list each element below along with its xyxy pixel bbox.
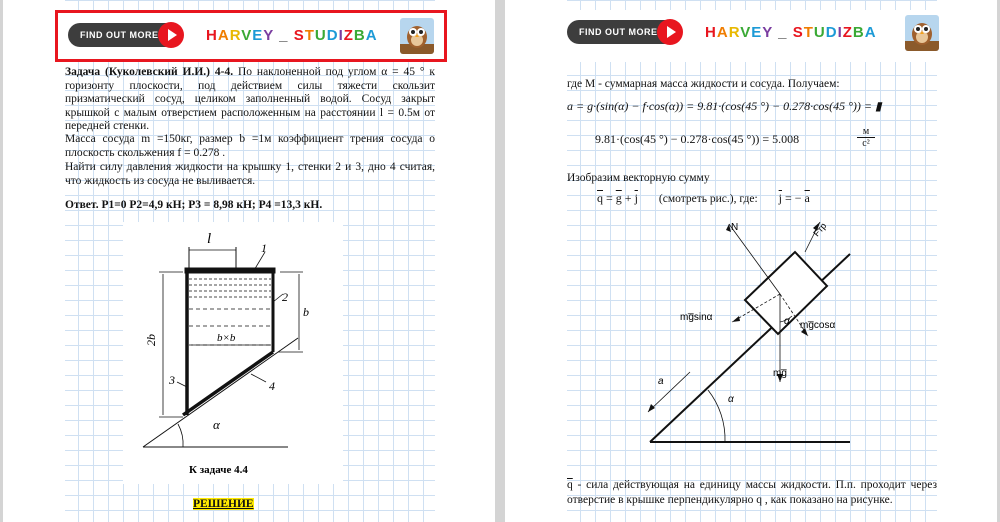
brand-letter: U xyxy=(813,24,826,41)
task-figure xyxy=(123,222,343,484)
task-question: Найти силу давления жидкости на крышку 1, стенки 2 и 3, дно 4 считая, что жидкость из сосуда не выливается. xyxy=(65,161,435,187)
find-out-more-label: FIND OUT MORE xyxy=(579,27,658,37)
left-page xyxy=(3,0,495,522)
brand-letter: A xyxy=(716,24,729,41)
vector-q: $\overline{q}$ xyxy=(597,191,603,205)
brand-letter: D xyxy=(825,24,838,41)
vector-a-def: $\overline{a}$ xyxy=(804,191,810,205)
brand-letter: T xyxy=(803,24,814,41)
label-mg-sin: mg̅sinα xyxy=(680,312,713,323)
label-alpha-base: α xyxy=(728,394,734,405)
brand-letter: B xyxy=(852,24,865,41)
text-line-2: Изобразим векторную сумму xyxy=(567,172,710,184)
fig-label-4: 4 xyxy=(269,379,275,393)
brand-letter: Z xyxy=(343,27,354,44)
brand-letter: S xyxy=(293,27,305,44)
brand-letter: T xyxy=(304,27,315,44)
fig-label-bxb: b×b xyxy=(217,332,236,344)
brand-letter: S xyxy=(792,24,804,41)
ad-banner[interactable] xyxy=(557,10,949,62)
brand-letter: _ xyxy=(773,24,793,41)
task-answer: Ответ. P1=0 P2=4,9 кН; P3 = 8,98 кН; P4 =13,3 кН. xyxy=(65,199,323,211)
brand-letter: I xyxy=(837,24,843,41)
play-icon xyxy=(158,22,184,48)
brand-letter: A xyxy=(217,27,230,44)
find-out-more-button[interactable] xyxy=(68,23,180,47)
label-acceleration: a xyxy=(658,376,664,387)
fig-label-l: l xyxy=(207,231,212,247)
brand-letter: _ xyxy=(274,27,294,44)
vector-g: $\overline{g}$ xyxy=(615,191,622,205)
vector-sum-line: $\overline{q} = \overline{g} + \overline{j}$ (смотреть рис.), где: $\overline{j}$ = − $\overline{a}$ xyxy=(597,191,810,205)
text-line-1: где M - суммарная масса жидкости и сосуда. Получаем: xyxy=(567,78,840,90)
vector-q-bottom: $\overline{q}$ xyxy=(567,479,573,491)
page-margin xyxy=(435,0,495,522)
play-icon xyxy=(657,19,683,45)
unit-numerator: м xyxy=(857,126,875,138)
label-mg-cos: mg̅cosα xyxy=(800,320,836,331)
fig-label-b: b xyxy=(303,305,309,319)
brand-letter: V xyxy=(740,24,752,41)
brand-letter: A xyxy=(864,24,877,41)
page-margin xyxy=(505,0,567,522)
owl-avatar-icon xyxy=(905,15,939,51)
label-normal-force: N xyxy=(731,222,739,233)
brand-letter: U xyxy=(314,27,327,44)
brand-letter: R xyxy=(728,24,741,41)
vector-j-def: $\overline{j}$ xyxy=(778,191,782,205)
find-out-more-button[interactable] xyxy=(567,20,679,44)
brand-letter: E xyxy=(252,27,264,44)
solution-heading xyxy=(193,498,254,512)
right-page xyxy=(505,0,997,522)
brand-letter: V xyxy=(241,27,253,44)
vector-note: (смотреть рис.), где: xyxy=(658,193,758,205)
page-margin xyxy=(937,0,997,522)
fig-label-2b: 2b xyxy=(144,334,158,346)
brand-letter: E xyxy=(751,24,763,41)
brand-letter: I xyxy=(338,27,344,44)
brand-letter: R xyxy=(229,27,242,44)
task-parameters: Масса сосуда m =150кг, размер b =1м коэффициент трения сосуда о плоскость скольжения f = 0.278 . xyxy=(65,133,435,159)
bottom-text: - сила действующая на единицу массы жидкости. П.п. проходит через отверстие в крышке перпендикулярно q , как показано на рисунке. xyxy=(567,479,937,506)
brand-letter: B xyxy=(353,27,366,44)
figure-caption: К задаче 4.4 xyxy=(189,464,248,476)
owl-avatar-icon xyxy=(400,18,434,54)
brand-logo[interactable] xyxy=(206,27,378,44)
label-mg: mg̅ xyxy=(773,368,787,379)
fig-label-3: 3 xyxy=(169,373,175,387)
force-diagram xyxy=(630,212,880,452)
brand-letter: Y xyxy=(263,27,275,44)
ad-banner[interactable] xyxy=(55,10,447,62)
brand-letter: D xyxy=(326,27,339,44)
task-text-1: По наклоненной под углом α = 45 ° к горизонту плоскости, под действием силы тяжести скользит призматический сосуд, целиком заполненный водой. Сосуд закрыт крышкой с малым отверстием расположенным на расстоянии l = 0.5м от передней стенки. xyxy=(65,66,435,132)
brand-letter: Z xyxy=(842,24,853,41)
brand-letter: A xyxy=(365,27,378,44)
fig-label-2: 2 xyxy=(282,290,288,304)
page-margin xyxy=(3,0,65,522)
unit-denominator: c² xyxy=(862,138,870,149)
task-statement xyxy=(65,66,435,134)
find-out-more-label: FIND OUT MORE xyxy=(80,30,159,40)
task-title: Задача (Куколевский И.И.) 4-4. xyxy=(65,66,234,78)
bottom-paragraph xyxy=(567,478,937,508)
vector-j: $\overline{j}$ xyxy=(634,191,638,205)
brand-letter: H xyxy=(206,27,218,44)
solution-label: РЕШЕНИЕ xyxy=(193,498,254,510)
fig-label-alpha: α xyxy=(213,417,220,432)
label-friction-force: Fтр xyxy=(811,220,829,239)
label-alpha-block: α xyxy=(784,316,790,327)
brand-letter: H xyxy=(705,24,717,41)
brand-logo[interactable] xyxy=(705,24,877,41)
fig-label-1: 1 xyxy=(261,241,267,255)
formula-acceleration: a = g·(sin(α) − f·cos(α)) = 9.81·(cos(45 °) − 0.278·cos(45 °)) = ▮ xyxy=(567,99,882,113)
brand-letter: Y xyxy=(762,24,774,41)
formula-result: 9.81·(cos(45 °) − 0.278·cos(45 °)) = 5.008 xyxy=(595,132,800,146)
